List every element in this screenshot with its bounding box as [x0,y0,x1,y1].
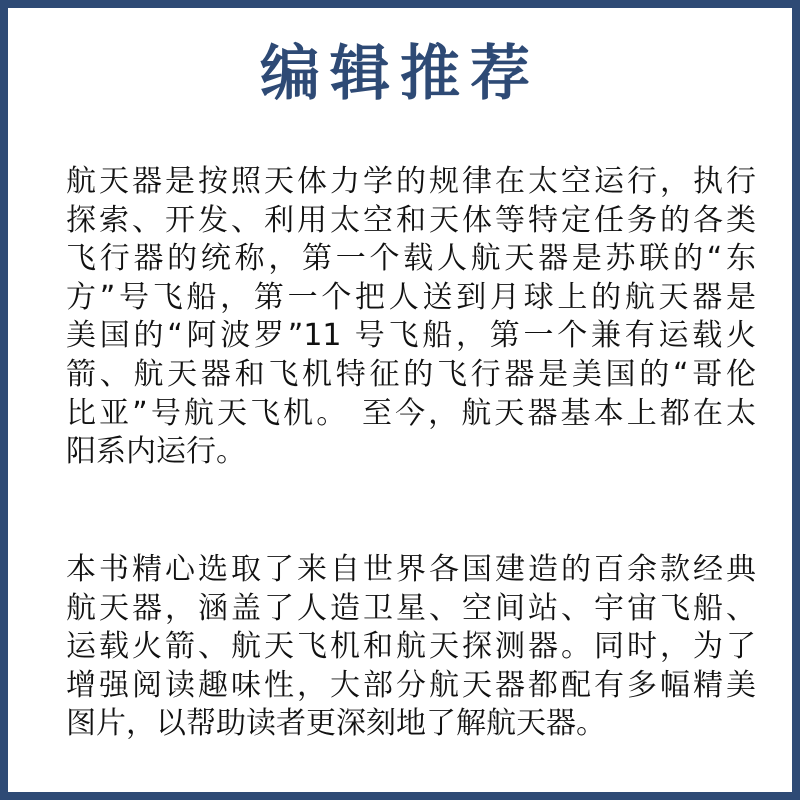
paragraph-line: 本书精心选取了来自世界各国建造的百余款经典 [66,552,756,587]
book-description-paragraph [66,551,756,744]
paragraph-line: 航天器是按照天体力学的规律在太空运行，执行 [66,164,756,199]
intro-paragraph [66,163,756,472]
paragraph-line: 飞行器的统称，第一个载人航天器是苏联的“东 [66,241,756,277]
paragraph-line: 美国的“阿波罗”11 号飞船，第一个兼有运载火 [66,318,756,354]
paragraph-line: 运载火箭、航天飞机和航天探测器。同时，为了 [66,629,756,665]
paragraph-line: 探索、开发、利用太空和天体等特定任务的各类 [66,202,756,238]
page-title: 编辑推荐 [260,39,540,109]
paragraph-line: 比亚”号航天飞机。 至今，航天器基本上都在太 [66,395,756,431]
paragraph-line: 箭、航天器和飞机特征的飞行器是美国的“哥伦 [66,356,756,392]
paragraph-line: 方”号飞船，第一个把人送到月球上的航天器是 [66,279,756,315]
paragraph-line: 航天器，涵盖了人造卫星、空间站、宇宙飞船、 [66,590,756,626]
paragraph-line: 图片，以帮助读者更深刻地了解航天器。 [66,706,606,742]
paragraph-line: 增强阅读趣味性，大部分航天器都配有多幅精美 [66,667,756,703]
paragraph-line: 阳系内运行。 [66,434,246,470]
